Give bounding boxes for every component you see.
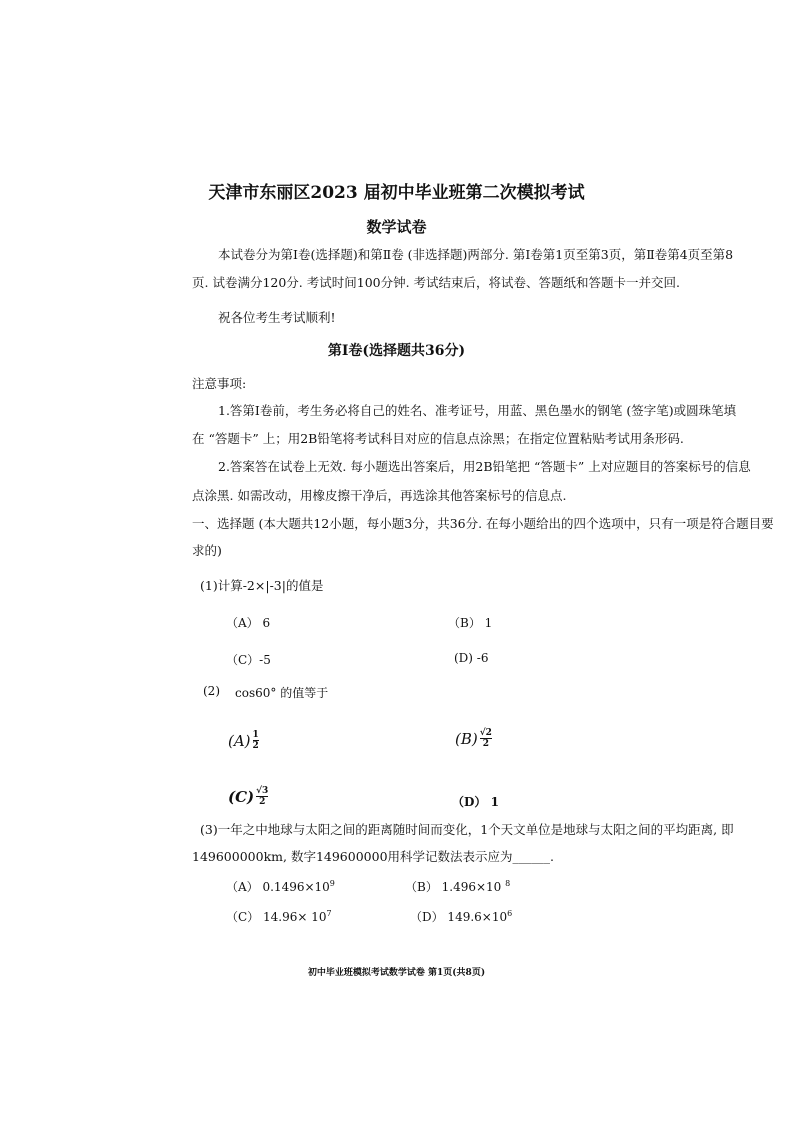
question-1-option-a: （A） 6	[226, 616, 271, 630]
notice-2-line-2: 点涂黑. 如需改动，用橡皮擦干净后，再选涂其他答案标号的信息点.	[192, 488, 567, 503]
option-b-exponent: 8	[505, 879, 511, 888]
fraction-denominator: 2	[252, 741, 259, 751]
section-heading: 第Ⅰ卷(选择题共36分)	[327, 343, 466, 359]
intro-line-1: 本试卷分为第Ⅰ卷(选择题)和第Ⅱ卷 (非选择题)两部分. 第Ⅰ卷第1页至第3页，第Ⅱ卷第4页至第8	[218, 247, 734, 262]
question-1-option-d: (D) -6	[454, 651, 489, 665]
question-3-option-a	[226, 878, 335, 895]
option-a-base: （A） 0.1496×10	[226, 880, 330, 894]
question-2-option-d: （D） 1	[452, 795, 499, 809]
option-b-base: （B） 1.496×10	[405, 880, 502, 894]
fraction-numerator: 1	[252, 730, 259, 740]
exam-title: 天津市东丽区2023 届初中毕业班第二次模拟考试	[208, 183, 585, 203]
question-1-stem: (1)计算-2×|-3|的值是	[200, 578, 324, 593]
question-3-option-c	[226, 908, 332, 925]
question-2-option-a	[228, 730, 259, 751]
part-1-instructions-line-2: 求的)	[192, 543, 222, 558]
option-d-base: （D） 149.6×10	[410, 910, 508, 924]
intro-line-2: 页. 试卷满分120分. 考试时间100分钟. 考试结束后，将试卷、答题纸和答题卡一并交回.	[192, 275, 681, 290]
fraction-one-half	[253, 730, 259, 751]
fraction-root2-over-2	[480, 728, 492, 749]
option-c-label: (C)	[228, 787, 255, 806]
notice-1-line-2: 在 “答题卡” 上；用2B铅笔将考试科目对应的信息点涂黑；在指定位置粘贴考试用条形码.	[192, 431, 684, 446]
option-a-exponent: 9	[329, 879, 335, 888]
option-c-base: （C） 14.96× 10	[226, 910, 327, 924]
fraction-denominator: 2	[482, 739, 489, 749]
fraction-root3-over-2	[256, 786, 268, 807]
question-3-line-2: 149600000km, 数字149600000用科学记数法表示应为______.	[192, 849, 555, 864]
option-b-label: (B)	[455, 729, 478, 748]
option-a-label: (A)	[228, 731, 251, 750]
question-3-option-d	[410, 908, 512, 925]
option-c-exponent: 7	[326, 909, 332, 918]
question-1-option-b: （B） 1	[448, 616, 493, 630]
question-2-option-c	[228, 786, 268, 807]
question-3-option-b	[405, 878, 510, 895]
question-1-option-c: （C）-5	[226, 653, 271, 667]
option-d-exponent: 6	[507, 909, 513, 918]
notice-2-line-1: 2.答案答在试卷上无效. 每小题选出答案后，用2B铅笔把 “答题卡” 上对应题目的答案标号的信息	[218, 459, 751, 474]
question-2-number: (2)	[203, 684, 220, 698]
fraction-numerator: √3	[256, 786, 269, 796]
fraction-numerator: √2	[479, 728, 492, 738]
notice-label: 注意事项:	[192, 376, 247, 391]
page-footer: 初中毕业班模拟考试数学试卷 第1页(共8页)	[307, 968, 486, 978]
exam-subtitle: 数学试卷	[366, 218, 427, 236]
fraction-denominator: 2	[259, 797, 266, 807]
question-2-stem: cos60° 的值等于	[235, 686, 329, 700]
question-2-option-b	[455, 728, 492, 749]
question-3-line-1: (3)一年之中地球与太阳之间的距离随时间而变化，1个天文单位是地球与太阳之间的平均距离, 即	[200, 822, 734, 837]
part-1-instructions-line-1: 一、选择题 (本大题共12小题，每小题3分，共36分. 在每小题给出的四个选项中，只有一项是符合题目要	[192, 516, 774, 531]
good-luck-text: 祝各位考生考试顺利!	[218, 310, 336, 325]
notice-1-line-1: 1.答第Ⅰ卷前，考生务必将自己的姓名、准考证号，用蓝、黑色墨水的钢笔 (签字笔)或圆珠笔填	[218, 403, 737, 418]
